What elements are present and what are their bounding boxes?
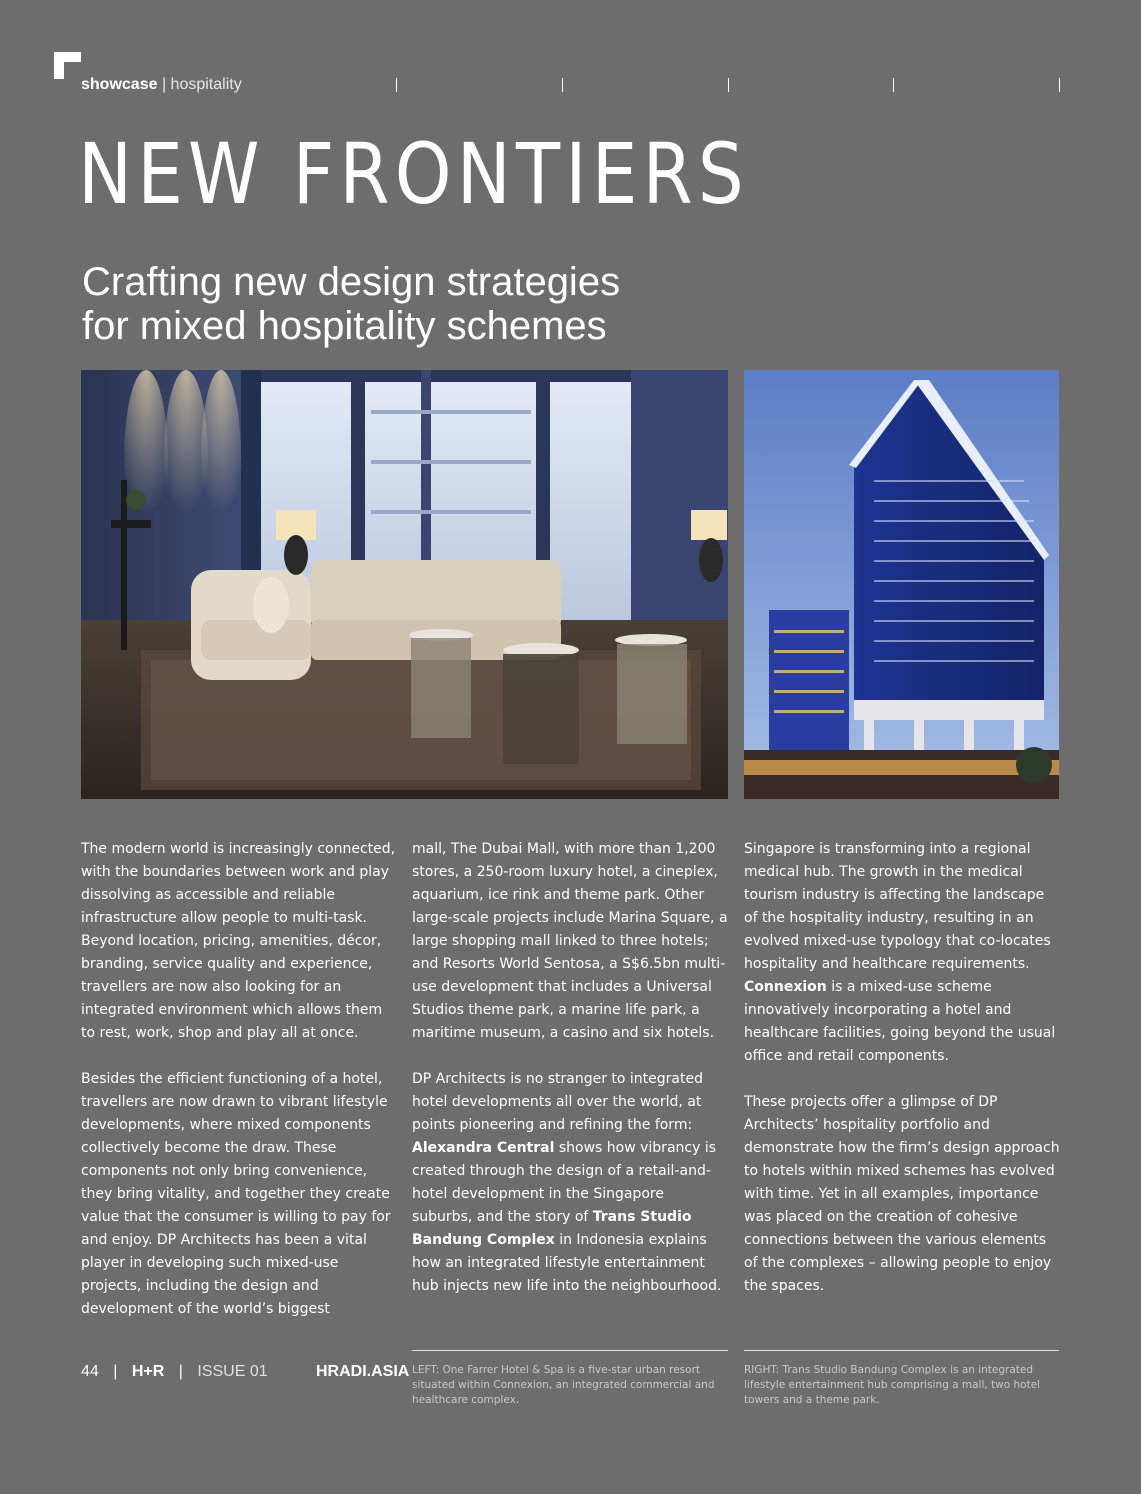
caption-rule [744,1350,1059,1351]
website-link[interactable]: HRADI.ASIA [316,1363,410,1380]
body-column-3 [744,838,1060,1321]
body-paragraph [744,838,1060,1068]
caption-left: LEFT: One Farrer Hotel & Spa is a five-star urban resort situated within Connexion, an integrated commercial and healthcare complex. [412,1364,715,1406]
body-paragraph [412,1068,728,1298]
section-separator: | [161,76,167,93]
body-column-1 [81,838,397,1344]
caption-right: RIGHT: Trans Studio Bandung Complex is an integrated lifestyle entertainment hub comprising a mall, two hotel towers and a theme park. [744,1364,1041,1406]
page-number: 44 [81,1363,99,1380]
footer-separator: | [178,1363,183,1380]
article-subtitle [82,260,722,348]
body-text: Singapore is transforming into a regional medical hub. The growth in the medical tourism industry is affecting the landscape of the hospitality industry, resulting in an evolved mixed-use typology that co-locates hospitality and healthcare requirements. [744,841,1051,972]
subtitle-line: for mixed hospitality schemes [82,304,607,348]
page-footer [81,1363,278,1381]
hotel-tower-photo [744,370,1059,799]
body-paragraph: Besides the efficient functioning of a hotel, travellers are now drawn to vibrant lifestyle developments, where mixed components collectively become the draw. These components not only bring convenience, they bring vitality, and together they create value that the consumer is willing to pay for and enjoy. DP Architects has been a vital player in developing such mixed-use projects, including the design and development of the world’s biggest [81,1071,391,1317]
hotel-lounge-photo [81,370,728,799]
caption-rule [412,1350,728,1351]
body-text: in Indonesia explains how an integrated lifestyle entertainment hub injects new life into the neighbourhood. [412,1232,722,1294]
body-text: is a mixed-use scheme innovatively incorporating a hotel and healthcare facilities, going beyond the usual office and retail components. [744,979,1056,1064]
section-label: showcase [81,76,158,93]
header-tick [893,78,894,92]
header-tick [562,78,563,92]
project-name-connexion: Connexion [744,979,827,995]
body-column-2 [412,838,728,1321]
magazine-name: H+R [131,1363,165,1380]
body-text: DP Architects is no stranger to integrated hotel developments all over the world, at points pioneering and refining the form: [412,1071,703,1133]
subtitle-line: Crafting new design strategies [82,260,621,304]
section-header [81,76,242,94]
project-name-trans-studio: Trans Studio Bandung Complex [412,1209,692,1248]
body-text: shows how vibrancy is created through the design of a retail-and-hotel development in the Singapore suburbs, and the story of [412,1140,717,1225]
body-paragraph: mall, The Dubai Mall, with more than 1,200 stores, a 250-room luxury hotel, a cineplex, aquarium, ice rink and theme park. Other large-scale projects include Marina Square, a large shopping mall linked to three hotels; and Resorts World Sentosa, a S$6.5bn multi-use development that includes a Universal Studios theme park, a marine life park, a maritime museum, a casino and six hotels. [412,841,728,1041]
corner-mark [54,52,81,79]
body-paragraph: The modern world is increasingly connected, with the boundaries between work and play dissolving as accessible and reliable infrastructure allow people to multi-task. Beyond location, pricing, amenities, décor, branding, service quality and experience, travellers are now also looking for an integrated environment which allows them to rest, work, shop and play all at once. [81,841,396,1041]
body-paragraph: These projects offer a glimpse of DP Architects’ hospitality portfolio and demonstrate how the firm’s design approach to hotels within mixed schemes has evolved with time. Yet in all examples, importance was placed on the creation of cohesive connections between the various elements of the complexes – allowing people to enjoy the spaces. [744,1094,1060,1294]
header-tick [396,78,397,92]
footer-separator: | [113,1363,118,1380]
issue-label: ISSUE 01 [197,1363,268,1380]
header-tick [728,78,729,92]
project-name-alexandra-central: Alexandra Central [412,1140,555,1156]
article-title: NEW FRONTIERS [78,125,749,223]
header-tick [1059,78,1060,92]
section-category: hospitality [170,76,242,93]
